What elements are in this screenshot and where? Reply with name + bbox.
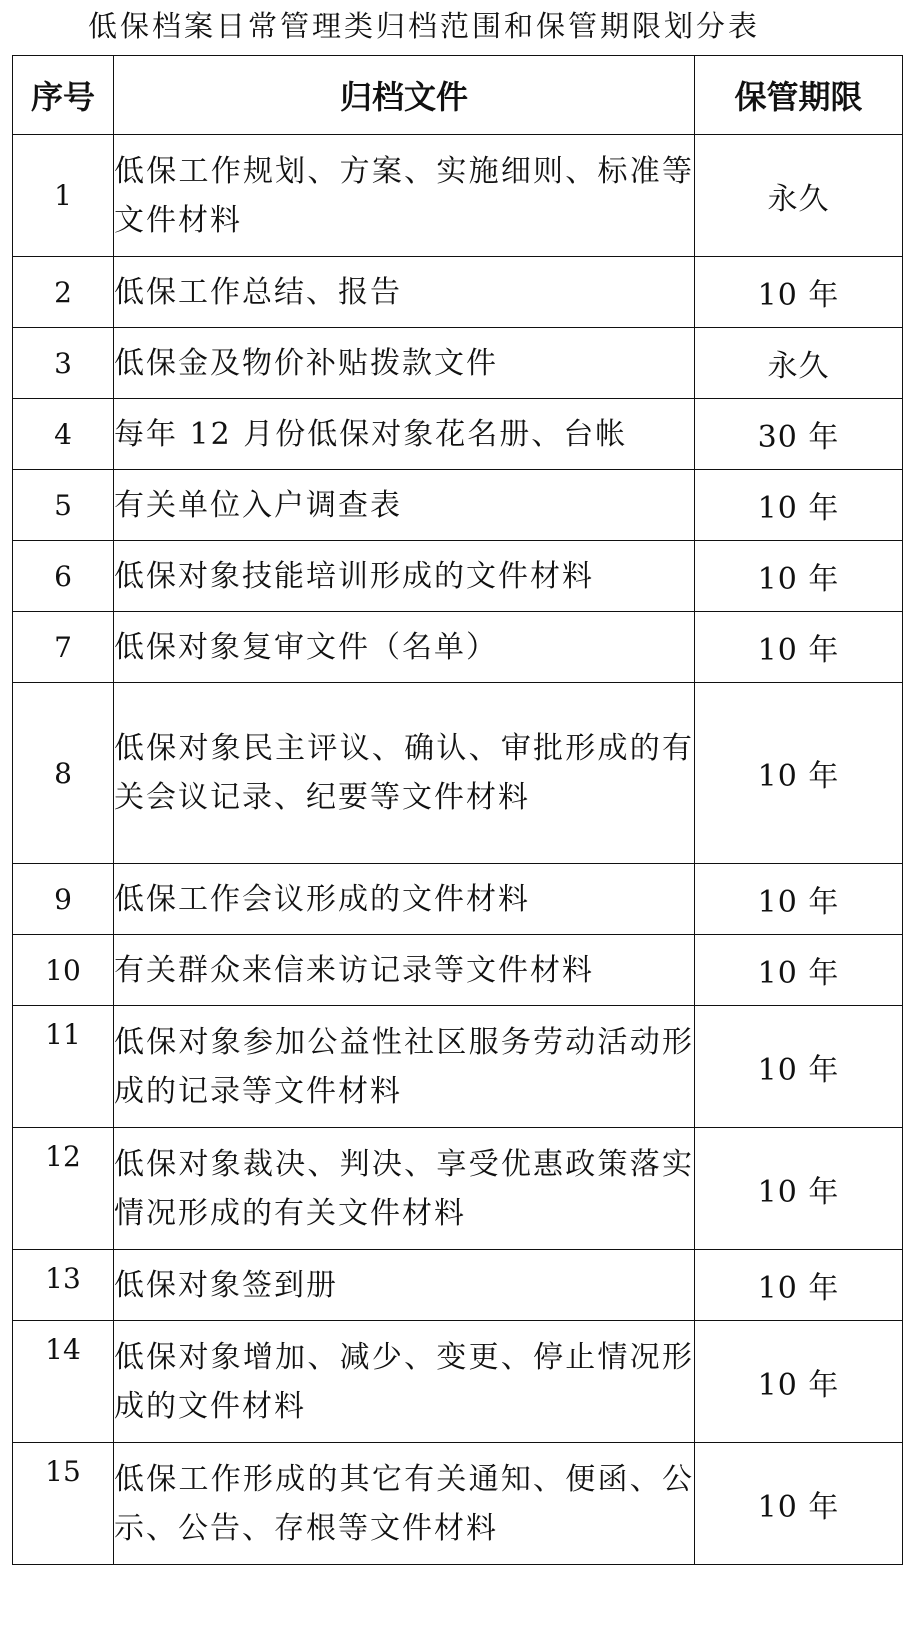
row-retention: 30 年	[695, 399, 903, 470]
row-document: 低保工作形成的其它有关通知、便函、公示、公告、存根等文件材料	[114, 1443, 695, 1565]
table-row	[13, 541, 903, 612]
row-retention: 10 年	[695, 1443, 903, 1565]
row-serial: 9	[13, 864, 114, 935]
row-document: 低保工作会议形成的文件材料	[114, 864, 695, 935]
table-row	[13, 864, 903, 935]
row-document: 低保工作总结、报告	[114, 257, 695, 328]
row-document: 低保工作规划、方案、实施细则、标准等文件材料	[114, 135, 695, 257]
header-retention-period: 保管期限	[695, 56, 903, 135]
row-retention: 10 年	[695, 935, 903, 1006]
row-serial: 15	[13, 1443, 114, 1565]
row-document: 有关群众来信来访记录等文件材料	[114, 935, 695, 1006]
row-document: 低保对象签到册	[114, 1250, 695, 1321]
table-row	[13, 1321, 903, 1443]
row-retention: 10 年	[695, 257, 903, 328]
row-retention: 永久	[695, 328, 903, 399]
row-serial: 8	[13, 683, 114, 864]
table-row	[13, 612, 903, 683]
table-row	[13, 1006, 903, 1128]
row-document: 低保对象技能培训形成的文件材料	[114, 541, 695, 612]
document-title: 低保档案日常管理类归档范围和保管期限划分表	[88, 9, 761, 43]
table-row	[13, 470, 903, 541]
row-serial: 3	[13, 328, 114, 399]
row-document: 低保对象民主评议、确认、审批形成的有关会议记录、纪要等文件材料	[114, 683, 695, 864]
row-retention: 10 年	[695, 612, 903, 683]
row-retention: 10 年	[695, 1128, 903, 1250]
table-row	[13, 935, 903, 1006]
row-document: 低保对象增加、减少、变更、停止情况形成的文件材料	[114, 1321, 695, 1443]
row-retention: 10 年	[695, 541, 903, 612]
table-header-row	[13, 56, 903, 135]
table-row	[13, 1250, 903, 1321]
row-document: 低保对象参加公益性社区服务劳动活动形成的记录等文件材料	[114, 1006, 695, 1128]
row-document: 低保金及物价补贴拨款文件	[114, 328, 695, 399]
header-archived-documents: 归档文件	[114, 56, 695, 135]
table-row	[13, 683, 903, 864]
row-serial: 12	[13, 1128, 114, 1250]
table-row	[13, 1128, 903, 1250]
row-serial: 6	[13, 541, 114, 612]
row-serial: 2	[13, 257, 114, 328]
row-retention: 10 年	[695, 1006, 903, 1128]
row-serial: 13	[13, 1250, 114, 1321]
table-row	[13, 135, 903, 257]
table-row	[13, 399, 903, 470]
row-retention: 10 年	[695, 864, 903, 935]
row-document: 每年 12 月份低保对象花名册、台帐	[114, 399, 695, 470]
row-serial: 1	[13, 135, 114, 257]
archive-table	[12, 55, 903, 1565]
table-row	[13, 1443, 903, 1565]
row-serial: 4	[13, 399, 114, 470]
row-serial: 14	[13, 1321, 114, 1443]
row-document: 低保对象复审文件（名单）	[114, 612, 695, 683]
row-retention: 10 年	[695, 470, 903, 541]
row-serial: 11	[13, 1006, 114, 1128]
row-serial: 7	[13, 612, 114, 683]
row-document: 低保对象裁决、判决、享受优惠政策落实情况形成的有关文件材料	[114, 1128, 695, 1250]
row-retention: 10 年	[695, 1250, 903, 1321]
row-serial: 5	[13, 470, 114, 541]
table-row	[13, 328, 903, 399]
row-retention: 10 年	[695, 1321, 903, 1443]
row-retention: 永久	[695, 135, 903, 257]
row-retention: 10 年	[695, 683, 903, 864]
table-row	[13, 257, 903, 328]
row-document: 有关单位入户调查表	[114, 470, 695, 541]
header-serial-number: 序号	[13, 56, 114, 135]
row-serial: 10	[13, 935, 114, 1006]
